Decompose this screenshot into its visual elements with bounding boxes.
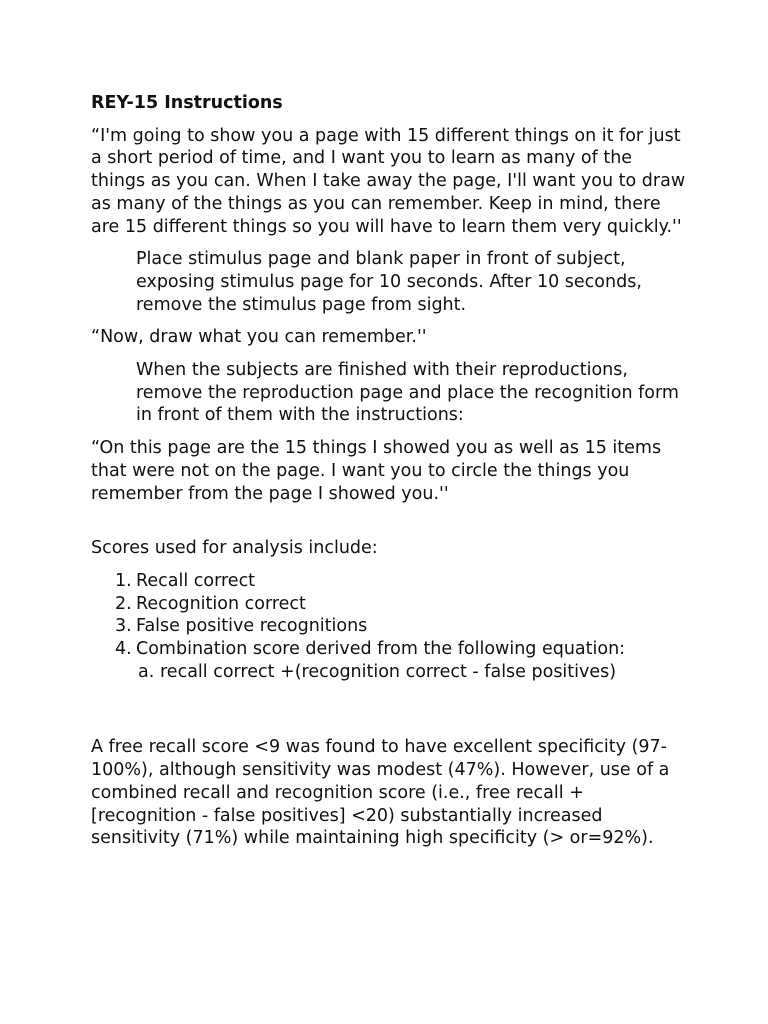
quote-recognition: “On this page are the 15 things I showed you as well as 15 items that were not on the page. I want you to circle the things you remember from the page I showed you.'': [91, 438, 662, 504]
summary-paragraph: A free recall score <9 was found to have excellent specificity (97-100%), although sensitivity was modest (47%). However, use of a combined recall and recognition score (i.e., free recall + [recognition - false positives] <20) substantially increased sensitivity (71%) while maintaining high specificity (> or=92%).: [91, 737, 670, 849]
list-item-label: Recognition correct: [136, 593, 306, 614]
list-item-number: 4.: [115, 639, 132, 660]
list-item-label: Recall correct: [136, 570, 256, 591]
list-item-number: 3.: [115, 616, 132, 637]
sub-list-item: [136, 661, 691, 684]
instruction-recognition: When the subjects are finished with their reproductions, remove the reproduction page and place the recognition form in front of them with the instructions:: [136, 360, 679, 426]
list-item: [115, 615, 691, 638]
document-content: [91, 92, 691, 850]
list-item: [115, 570, 691, 593]
instruction-stimulus: Place stimulus page and blank paper in front of subject, exposing stimulus page for 10 seconds. After 10 seconds, remove the stimulus page from sight.: [136, 249, 642, 315]
list-item-label: False positive recognitions: [136, 616, 368, 637]
sub-list-item-letter: a.: [138, 661, 155, 682]
list-item: [115, 638, 691, 683]
list-item: [115, 593, 691, 616]
scores-intro: Scores used for analysis include:: [91, 538, 378, 559]
document-title: REY-15 Instructions: [91, 93, 283, 113]
quote-intro: “I'm going to show you a page with 15 different things on it for just a short period of time, and I want you to learn as many of the things as you can. When I take away the page, I'll want you to draw as many of the things as you can remember. Keep in mind, there are 15 different things so you will have to learn them very quickly.'': [91, 125, 686, 237]
list-item-label: Combination score derived from the following equation:: [136, 639, 626, 660]
list-item-number: 1.: [115, 570, 132, 591]
quote-draw: “Now, draw what you can remember.'': [91, 327, 427, 348]
list-item-number: 2.: [115, 593, 132, 614]
scores-list: [91, 570, 691, 684]
sub-list-item-label: recall correct +(recognition correct - false positives): [160, 661, 617, 682]
